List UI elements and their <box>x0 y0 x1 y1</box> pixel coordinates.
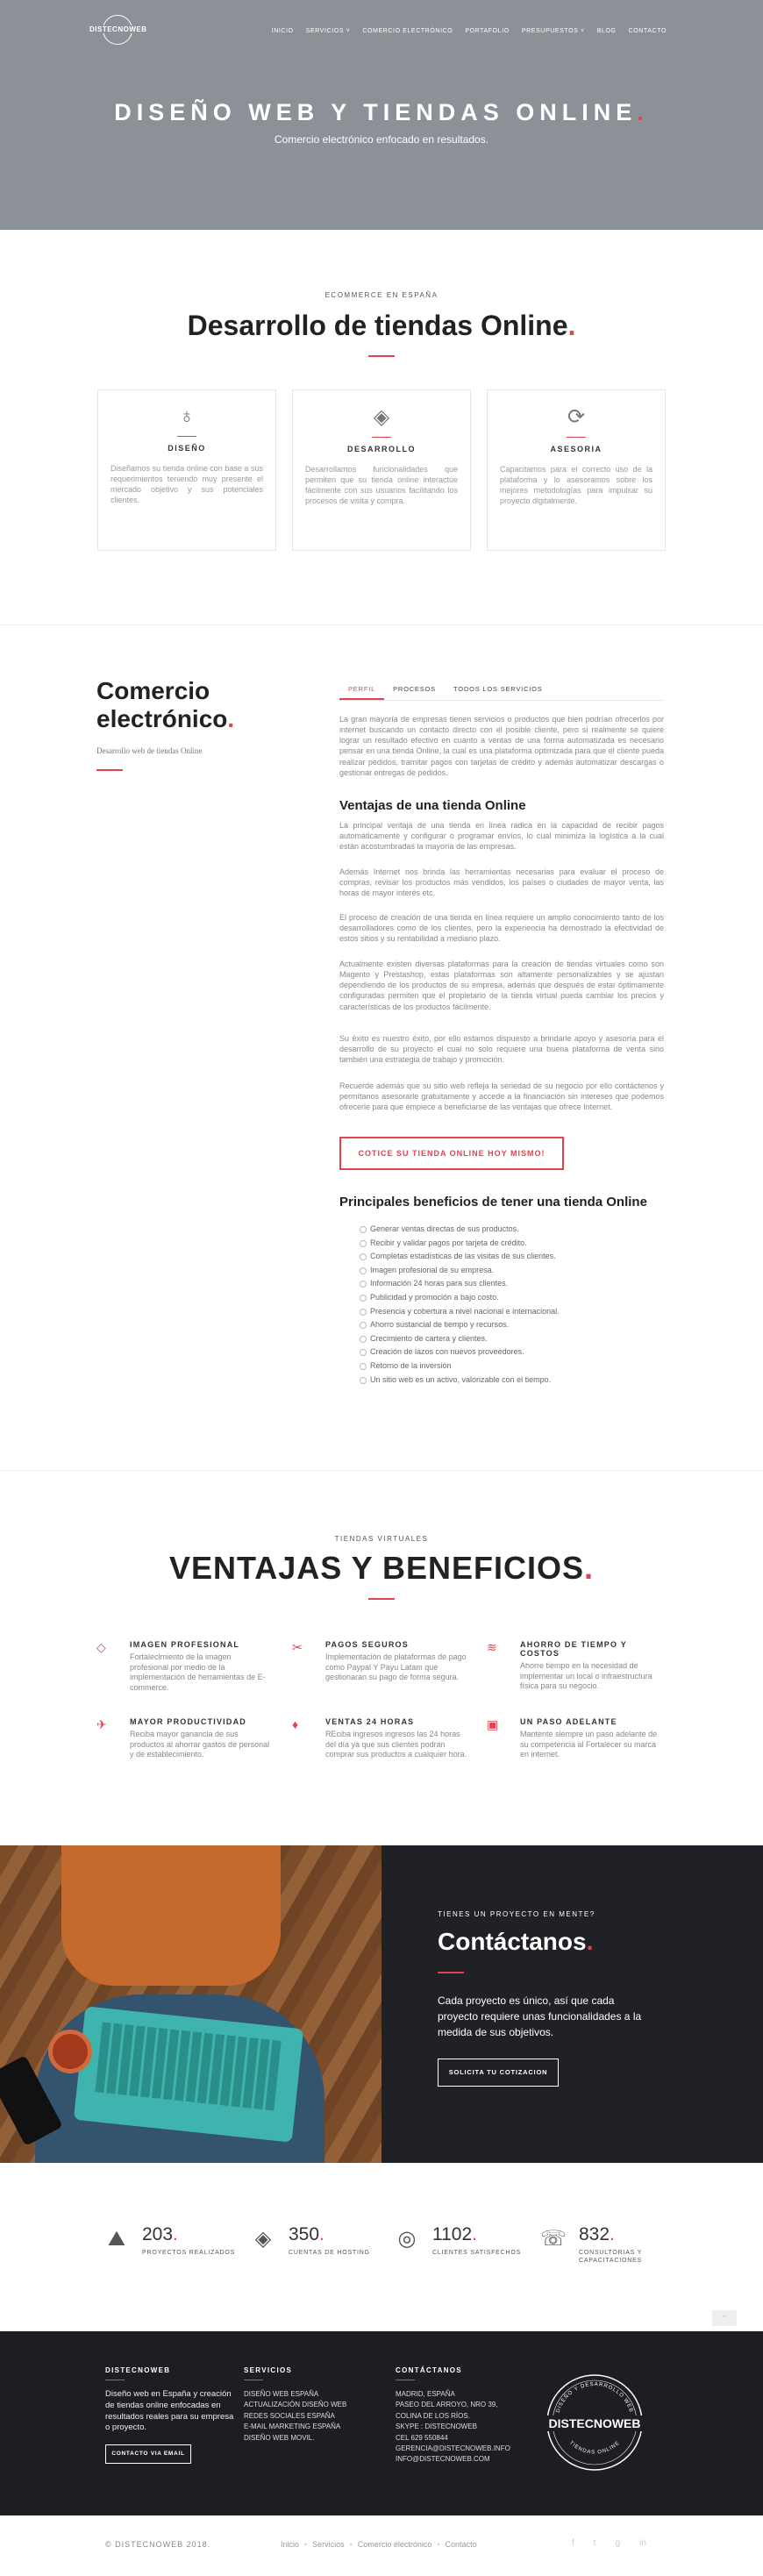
nav-presupuestos[interactable]: PRESUPUESTOS ˅ <box>521 28 585 34</box>
main-nav <box>272 28 667 34</box>
seal-brand-text: DISTECNOWEB <box>548 2416 641 2430</box>
card-title: DISEÑO <box>168 444 206 453</box>
section3-title <box>0 1550 763 1587</box>
section2-title-line2-wrap <box>96 705 234 733</box>
hero-subtitle: Comercio electrónico enfocado en resultados. <box>274 133 489 146</box>
feature-text: Ahorre tiempo en la necesidad de implementar un local o infraestructura física para su negocio. <box>520 1661 652 1691</box>
footer-service-link[interactable]: DISEÑO WEB MOVIL. <box>244 2433 315 2442</box>
beneficios-heading: Principales beneficios de tener una tienda Online <box>339 1195 647 1210</box>
cube-icon: ◇ <box>96 1640 106 1654</box>
email-contact-button[interactable]: CONTACTO VIA EMAIL <box>105 2444 191 2464</box>
feature-text: Implementación de plataformas de pago como Paypal Y Payu Latam que gestionaran su pago de forma segura. <box>325 1652 467 1682</box>
site-logo[interactable] <box>89 15 147 50</box>
feature-ventas-24h <box>292 1717 467 1760</box>
list-item: Retorno de la inversión <box>360 1359 560 1374</box>
stat-label: CLIENTES SATISFECHOS <box>432 2250 522 2256</box>
bottom-link-servicios[interactable]: Servicios <box>312 2540 345 2549</box>
twitter-icon[interactable]: t <box>593 2538 596 2548</box>
list-item: Ahorro sustancial de tiempo y recursos. <box>360 1318 560 1332</box>
seal-bottom-text: TIENDAS ONLINE <box>567 2440 622 2456</box>
hands-icon: ◎ <box>397 2227 417 2251</box>
intro-paragraph: La gran mayoría de empresas tienen servicios o productos que bien podrían ofrecerlos por internet buscando un contacto directo con el posible cliente, pero si realmente se quiere lograr un resultado efectivo en cuanto a ventas de una forma automatizada es necesario pensar en una tienda Online, la cual es una plataforma optimizada para que el cliente pueda realizar pedidos, tramitar pagos con tarjetas de crédito y además automatizar descargas o gestionar entregas de pedidos. <box>339 715 664 777</box>
nav-blog[interactable]: BLOG <box>596 28 617 34</box>
footer-about <box>105 2366 237 2464</box>
link-separator: • <box>304 2540 308 2549</box>
section2-title <box>96 677 234 733</box>
list-item: Recibir y validar pagos por tarjeta de crédito. <box>360 1237 560 1251</box>
list-item: Publicidad y promoción a bajo costo. <box>360 1291 560 1305</box>
service-card-desarrollo <box>292 389 471 551</box>
section2-title-line2: electrónico <box>96 705 228 733</box>
feature-title: AHORRO DE TIEMPO Y COSTOS <box>520 1640 627 1658</box>
list-item: Completas estadísticas de las visitas de sus clientes. <box>360 1250 560 1264</box>
hero-title-dot: . <box>637 99 649 125</box>
paragraph-5: Su éxito es nuestro éxito, por ello estamos dispuesto a brindarle apoyo y asesoría para el desarrollo de su proyecto el cual no solo requiere una buena plataforma de venta sino también una estrategia de trabajo y promoción. <box>339 1034 664 1065</box>
bottom-bar <box>0 2515 763 2576</box>
section-rule <box>0 624 763 625</box>
footer-service-link[interactable]: REDES SOCIALES ESPAÑA <box>244 2411 335 2420</box>
logo-text: DISTECNOWEB <box>89 25 147 33</box>
footer-service-link[interactable]: DISEÑO WEB ESPAÑA <box>244 2390 319 2398</box>
stat-dot: . <box>319 2224 324 2244</box>
feature-paso-adelante <box>487 1717 662 1760</box>
service-card-asesoria <box>487 389 666 551</box>
stat-label: CUENTAS DE HOSTING <box>289 2250 370 2256</box>
contact-kicker: TIENES UN PROYECTO EN MENTE? <box>438 1910 595 1918</box>
rocket-icon: ✈ <box>96 1717 107 1731</box>
section3-kicker: TIENDAS VIRTUALES <box>334 1535 429 1543</box>
contact-title-text: Contáctanos <box>438 1928 587 1955</box>
seal-top-text: DISEÑO Y DESARROLLO WEB <box>555 2381 634 2414</box>
footer-services <box>244 2366 346 2444</box>
feature-title: MAYOR PRODUCTIVIDAD <box>130 1717 246 1726</box>
hero-header <box>0 0 763 230</box>
paragraph-2: Además Internet nos brinda las herramientas necesarias para evaluar el proceso de compras, revisar los productos más vendidos, los países o ciudades de mayor venta, las horas de mayor interés etc. <box>339 867 664 898</box>
feature-text: Fortalecimiento de la imagen profesional por medio de la implementación de herramientas de E-commerce. <box>130 1652 266 1693</box>
site-footer <box>0 2331 763 2515</box>
section2-subtitle: Desarrollo web de tiendas Online <box>96 746 203 755</box>
svg-text:TIENDAS ONLINE <box>568 2440 622 2455</box>
list-item: Generar ventas directas de sus productos. <box>360 1223 560 1237</box>
refresh-icon: ⟳ <box>567 405 586 429</box>
bottom-link-contacto[interactable]: Contacto <box>445 2540 477 2549</box>
svg-text:DISEÑO Y DESARROLLO WEB <box>556 2382 634 2414</box>
section3-divider <box>368 1598 395 1600</box>
feature-title: UN PASO ADELANTE <box>520 1717 617 1726</box>
hero-title-text: DISEÑO WEB Y TIENDAS ONLINE <box>114 99 638 125</box>
card-divider <box>567 437 586 438</box>
footer-about-text: Diseño web en España y creación de tiendas online enfocadas en resultados reales para su empresa o proyecto. <box>105 2389 234 2433</box>
feature-pagos-seguros <box>292 1640 467 1683</box>
google-plus-icon[interactable]: g <box>615 2538 621 2548</box>
linkedin-icon[interactable]: in <box>639 2538 646 2548</box>
paragraph-4: Actualmente existen diversas plataformas para la creación de tiendas virtuales como son Magento y Prestashop, estas plataformas son altamente personalizables y se ajustan dependiendo de los productos de su empresa, además que después de estar óptimamente configuradas permiten que el propietario de la tienda virtual pueda cambiar los precios y características de los productos fácilmente. <box>339 960 664 1011</box>
contact-text: Cada proyecto es único, así que cada proyecto requiere unas funcionalidades a la medida de sus objetivos. <box>438 1994 642 2038</box>
bottom-link-inicio[interactable]: Inicio <box>281 2540 300 2549</box>
briefcase-icon: ▣ <box>487 1717 499 1731</box>
footer-contact-title: CONTÁCTANOS <box>396 2366 462 2374</box>
service-card-diseno <box>97 389 276 551</box>
tab-todos-servicios[interactable]: TODOS LOS SERVICIOS <box>453 685 543 693</box>
tab-procesos[interactable]: PROCESOS <box>393 685 436 693</box>
section1-title <box>0 310 763 342</box>
stat-number: 832 <box>579 2224 610 2244</box>
benefits-list <box>360 1223 560 1387</box>
nav-comercio[interactable]: COMERCIO ELECTRÓNICO <box>362 28 453 34</box>
list-item: Crecimiento de cartera y clientes. <box>360 1332 560 1346</box>
card-text: Desarrollamos funcionalidades que permiten que su tienda online interactúe fácilmente con sus usuarios facilitando los procesos de visita y compra. <box>305 465 458 506</box>
card-title: ASESORIA <box>550 445 603 453</box>
feature-ahorro <box>487 1640 662 1692</box>
stat-label: PROYECTOS REALIZADOS <box>142 2250 236 2256</box>
section2-title-line1: Comercio <box>96 677 210 704</box>
feature-text: Reciba mayor ganancia de sus productos al ahorrar gastos de personal y de establecimiento. <box>130 1730 270 1759</box>
contact-panel <box>382 1845 763 2163</box>
footer-contact-city: MADRID, ESPAÑA <box>396 2390 455 2398</box>
tab-perfil[interactable]: PERFIL <box>339 681 384 700</box>
section2-divider <box>96 769 123 771</box>
layers-icon: ◈ <box>373 405 390 429</box>
footer-contact-skype: SKYPE : DISTECNOWEB <box>396 2423 477 2431</box>
card-text: Capacitamos para el correcto uso de la plataforma y lo asesoramos sobre los mejores metodologías para impulsar su proyecto digitalmente. <box>500 465 652 506</box>
footer-contact-address: PASEO DEL ARROYO, NRO 39, <box>396 2401 498 2409</box>
feature-text: REciba ingresos ingresos las 24 horas del día ya que sus clientes podran comprar sus productos a cualquier hora. <box>325 1730 467 1759</box>
contact-band <box>0 1845 763 2163</box>
bottom-links <box>281 2540 477 2549</box>
bottom-link-comercio[interactable]: Comercio electrónico <box>357 2540 432 2549</box>
section1-title-dot: . <box>567 310 576 341</box>
section1-title-text: Desarrollo de tiendas Online <box>187 310 568 341</box>
section3-title-text: VENTAJAS Y BENEFICIOS <box>168 1550 585 1586</box>
laptop-photo <box>0 1845 382 2163</box>
section-rule <box>0 1470 763 1471</box>
footer-about-title: DISTECNOWEB <box>105 2366 171 2374</box>
footer-contact <box>396 2366 510 2465</box>
footer-services-title: SERVICIOS <box>244 2366 293 2374</box>
photo-sweater <box>61 1845 281 1986</box>
feature-text: Mantente siempre un paso adelante de su competencia al Fortalecer su marca en internet. <box>520 1730 658 1759</box>
facebook-icon[interactable]: f <box>572 2538 574 2548</box>
card-text: Diseñamos su tienda online con base a sus requerimientos teniendo muy presente el mercado objetivo y sus potenciales clientes. <box>111 464 263 505</box>
section2-tabs <box>339 681 664 701</box>
tools-icon: ✂ <box>292 1640 303 1654</box>
feature-title: VENTAS 24 HORAS <box>325 1717 415 1726</box>
contact-title <box>438 1928 593 1956</box>
feature-title: IMAGEN PROFESIONAL <box>130 1640 240 1649</box>
footer-contact-email-gerencia[interactable]: GERENCIA@DISTECNOWEB.INFO <box>396 2444 510 2452</box>
stat-number: 203 <box>142 2224 174 2244</box>
stat-value <box>142 2224 178 2245</box>
list-item: Presencia y cobertura a nivel nacional e internacional. <box>360 1305 560 1319</box>
stack-icon: ≋ <box>487 1640 497 1654</box>
stat-dot: . <box>472 2224 478 2244</box>
footer-service-link[interactable]: ACTUALIZACIÓN DISEÑO WEB <box>244 2401 347 2409</box>
stat-value <box>579 2224 615 2245</box>
paragraph-1: La principal ventaja de una tienda en línea radica en la capacidad de recibir pagos automáticamente y configurar o programar envíos, lo cual minimiza la logística a la cual están acostumbradas la mayoría de las empresas. <box>339 821 664 852</box>
card-title: DESARROLLO <box>347 445 416 453</box>
paragraph-6: Recuerde además que su sitio web refleja la seriedad de su negocio por ello contáctenos y permítanos asesorarle gratuitamente y accede a la financiación sin intereses que podemos ofrecerle para que empiece a beneficiarse de las ventajas que ofrece Internet. <box>339 1081 664 1112</box>
photo-coffee-cup <box>48 2030 92 2073</box>
request-quote-button[interactable]: SOLICITA TU COTIZACION <box>438 2059 559 2087</box>
stat-label: CONSULTORIAS Y CAPACITACIONES <box>579 2250 643 2265</box>
feature-imagen-profesional <box>96 1640 272 1694</box>
back-to-top-button[interactable]: ⌃ <box>712 2310 737 2326</box>
chat-icon: ☏ <box>539 2227 567 2251</box>
footer-services-list <box>244 2389 346 2444</box>
stat-dot: . <box>610 2224 615 2244</box>
card-divider <box>177 436 196 437</box>
stat-value <box>289 2224 324 2245</box>
stat-dot: . <box>173 2224 178 2244</box>
copyright: © DISTECNOWEB 2018. <box>105 2540 211 2549</box>
link-separator: • <box>349 2540 353 2549</box>
footer-contact-phone: CEL 629 550844 <box>396 2433 448 2442</box>
nav-inicio[interactable]: INICIO <box>271 28 294 34</box>
diamond-icon: ♦ <box>292 1717 299 1731</box>
list-item: Creación de lazos con nuevos proveedores. <box>360 1345 560 1359</box>
footer-contact-address2: COLINA DE LOS RÍOS. <box>396 2411 470 2420</box>
card-divider <box>372 437 391 438</box>
footer-contact-list <box>396 2389 510 2465</box>
nav-servicios[interactable]: SERVICIOS ˅ <box>305 28 351 34</box>
footer-contact-email-info[interactable]: INFO@DISTECNOWEB.COM <box>396 2455 490 2464</box>
chart-icon: ⛰ <box>107 2227 126 2251</box>
stat-number: 1102 <box>432 2224 473 2244</box>
brand-seal-logo <box>544 2372 645 2473</box>
section1-divider <box>368 355 395 357</box>
paragraph-3: El proceso de creación de una tienda en línea requiere un amplio conocimiento tanto de los desarrolladores como de los clientes, pero la experiencia ha demostrado la efectividad de estos sitios y su rentabilidad a mediano plazo. <box>339 913 664 944</box>
quote-store-button[interactable]: COTICE SU TIENDA ONLINE HOY MISMO! <box>339 1137 564 1170</box>
section2-title-dot: . <box>227 705 235 733</box>
layers-icon: ◈ <box>254 2227 272 2251</box>
nav-contacto[interactable]: CONTACTO <box>628 28 667 34</box>
section3-title-dot: . <box>584 1550 595 1586</box>
link-separator: • <box>437 2540 440 2549</box>
list-item: Información 24 horas para sus clientes. <box>360 1277 560 1291</box>
feature-productividad <box>96 1717 272 1760</box>
hero-title <box>0 99 763 126</box>
ventajas-heading: Ventajas de una tienda Online <box>339 798 526 813</box>
list-item: Imagen profesional de su empresa. <box>360 1264 560 1278</box>
contact-title-dot: . <box>586 1928 594 1955</box>
stat-value <box>432 2224 477 2245</box>
contact-divider <box>438 1972 464 1973</box>
feature-title: PAGOS SEGUROS <box>325 1640 409 1649</box>
social-links <box>572 2538 646 2548</box>
lightbulb-icon: ♁ <box>179 404 195 428</box>
list-item: Un sitio web es un activo, valorizable con el tiempo. <box>360 1374 560 1388</box>
footer-service-link[interactable]: E-MAIL MARKETING ESPAÑA <box>244 2423 341 2431</box>
section1-kicker: ECOMMERCE EN ESPAÑA <box>324 291 439 299</box>
stat-number: 350 <box>289 2224 320 2244</box>
nav-portafolio[interactable]: PORTAFOLIO <box>465 28 510 34</box>
